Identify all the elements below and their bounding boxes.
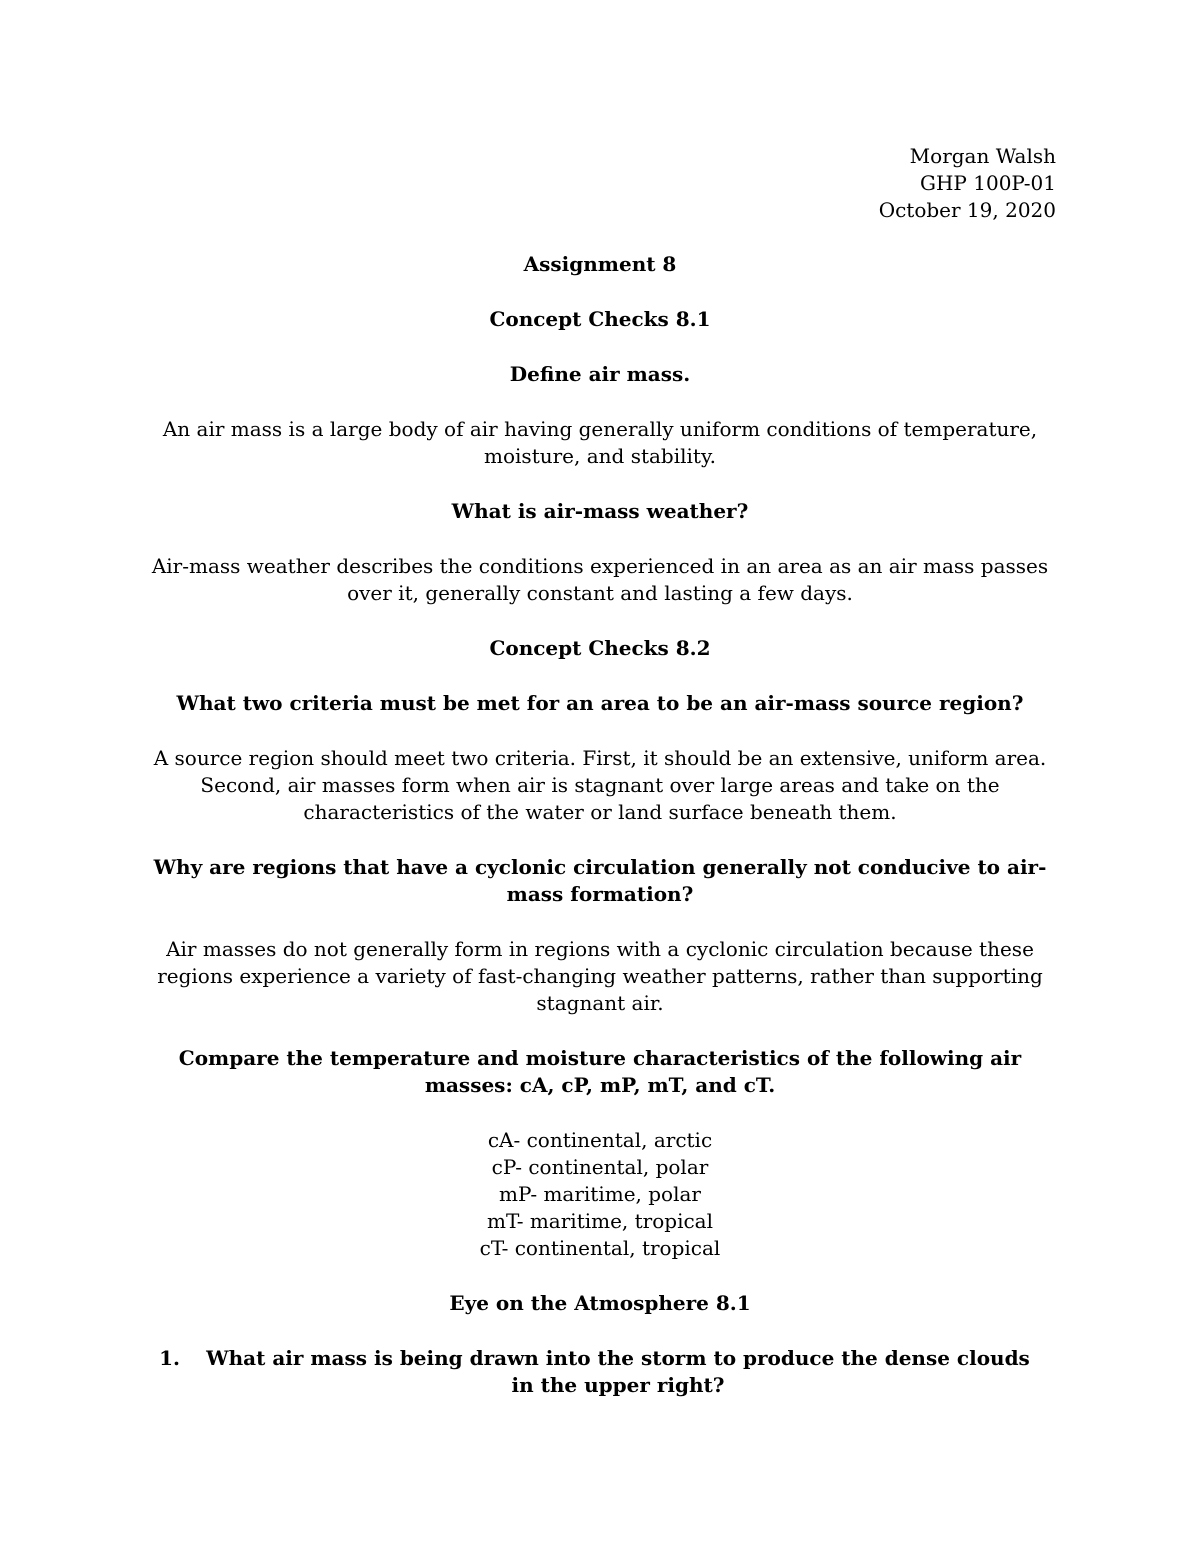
question-number: 1. <box>159 1346 180 1370</box>
document-page <box>144 143 1056 1399</box>
header-block <box>144 143 1056 224</box>
course-code: GHP 100P-01 <box>920 171 1056 195</box>
answer-cyclonic-circulation: Air masses do not generally form in regions with a cyclonic circulation because these regions experience a variety of fast-changing weather patterns, rather than supporting stagnant air. <box>157 937 1043 1015</box>
question-cyclonic-circulation: Why are regions that have a cyclonic circulation generally not conducive to air-mass formation? <box>153 855 1047 906</box>
answer-air-mass-weather: Air-mass weather describes the conditions experienced in an area as an air mass passes over it, generally constant and lasting a few days. <box>151 554 1049 605</box>
document-title: Assignment 8 <box>523 252 677 276</box>
question-compare-air-masses: Compare the temperature and moisture characteristics of the following air masses: cA, cP, mP, mT, and cT. <box>178 1046 1022 1097</box>
question-source-region-criteria: What two criteria must be met for an area to be an air-mass source region? <box>176 691 1024 715</box>
list-item: mP- maritime, polar <box>499 1182 701 1206</box>
air-mass-list <box>144 1127 1056 1262</box>
question-define-air-mass: Define air mass. <box>509 362 691 386</box>
section-heading-concept-checks-8-1: Concept Checks 8.1 <box>489 307 711 331</box>
document-date: October 19, 2020 <box>878 198 1056 222</box>
list-item: cP- continental, polar <box>491 1155 709 1179</box>
list-item: cA- continental, arctic <box>487 1128 713 1152</box>
list-item: mT- maritime, tropical <box>487 1209 713 1233</box>
author-name: Morgan Walsh <box>909 144 1056 168</box>
list-item: cT- continental, tropical <box>479 1236 721 1260</box>
numbered-question <box>144 1345 1056 1399</box>
section-heading-concept-checks-8-2: Concept Checks 8.2 <box>489 636 711 660</box>
question-text: What air mass is being drawn into the storm to produce the dense clouds in the upper right? <box>206 1346 1030 1397</box>
question-air-mass-weather: What is air-mass weather? <box>451 499 749 523</box>
answer-define-air-mass: An air mass is a large body of air having generally uniform conditions of temperature, moisture, and stability. <box>162 417 1038 468</box>
answer-source-region-criteria: A source region should meet two criteria. First, it should be an extensive, uniform area. Second, air masses form when air is stagnant over large areas and take on the characteristics of the water or land surface beneath them. <box>153 746 1047 824</box>
section-heading-eye-on-the-atmosphere-8-1: Eye on the Atmosphere 8.1 <box>449 1291 751 1315</box>
